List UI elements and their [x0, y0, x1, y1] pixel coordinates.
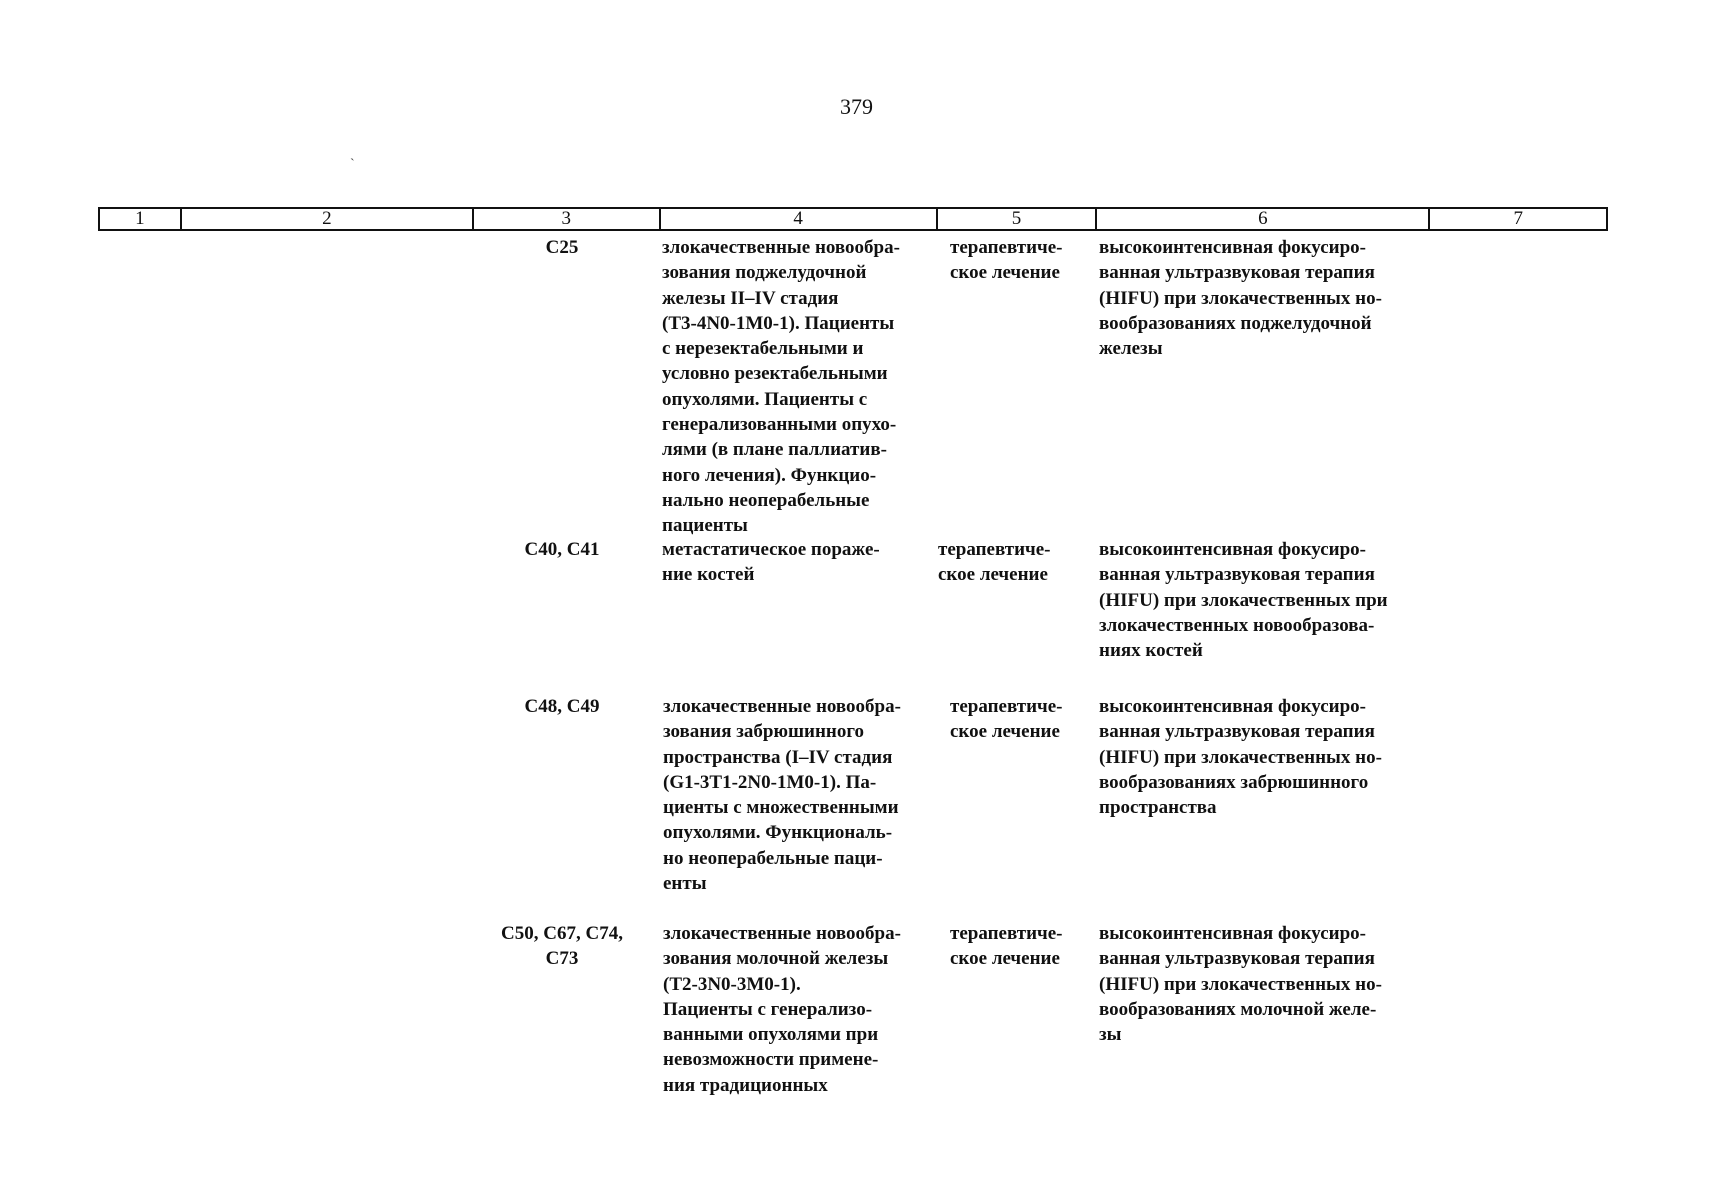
treatment-method: высокоинтенсивная фокусиро- ванная ультразвуковая терапия (HIFU) при злокачественных но- вообразованиях молочной желе- зы — [1099, 923, 1382, 1046]
treatment-method: высокоинтенсивная фокусиро- ванная ультразвуковая терапия (HIFU) при злокачественных но- вообразованиях забрюшинного пространства — [1099, 696, 1382, 819]
header-col-6: 6 — [1095, 209, 1428, 229]
treatment-type: терапевтиче- ское лечение — [950, 923, 1063, 970]
treatment-type: терапевтиче- ское лечение — [950, 696, 1063, 743]
header-col-4: 4 — [659, 209, 936, 229]
header-col-7: 7 — [1428, 209, 1606, 229]
page-number: 379 — [840, 94, 873, 119]
header-col-5: 5 — [936, 209, 1096, 229]
diagnosis-text: метастатическое пораже- ние костей — [662, 539, 880, 586]
icd-codes: C25 — [545, 237, 579, 258]
header-col-2: 2 — [180, 209, 472, 229]
icd-codes: C50, C67, C74, C73 — [501, 923, 623, 970]
header-col-1: 1 — [135, 209, 145, 229]
diagnosis-text: злокачественные новообра- зования забрюшинного пространства (I–IV стадия (G1-3T1-2N0-1M0-1). Па- циенты с множественными опухолями. Функциональ- но неоперабельные паци- енты — [663, 696, 901, 895]
treatment-method: высокоинтенсивная фокусиро- ванная ультразвуковая терапия (HIFU) при злокачественных но- вообразованиях поджелудочной железы — [1099, 237, 1382, 360]
diagnosis-text: злокачественные новообра- зования поджелудочной железы II–IV стадия (T3-4N0-1M0-1). Пациенты с нерезектабельными и условно резектабельными опухолями. Пациенты с генерализованными опухо- лями (в плане паллиатив- ного лечения). Функцио- нально неоперабельные пациенты — [662, 237, 900, 537]
table-header — [98, 207, 1608, 231]
treatment-type: терапевтиче- ское лечение — [938, 539, 1051, 586]
header-col-3: 3 — [472, 209, 659, 229]
scan-speck: ` — [350, 157, 355, 172]
treatment-type: терапевтиче- ское лечение — [950, 237, 1063, 284]
icd-codes: C48, C49 — [524, 696, 600, 717]
icd-codes: C40, C41 — [524, 539, 600, 560]
diagnosis-text: злокачественные новообра- зования молочной железы (T2-3N0-3M0-1). Пациенты с генерализо- ванными опухолями при невозможности примене- ния традиционных — [663, 923, 901, 1096]
treatment-method: высокоинтенсивная фокусиро- ванная ультразвуковая терапия (HIFU) при злокачественных при злокачественных новообразова- ниях костей — [1099, 539, 1388, 662]
